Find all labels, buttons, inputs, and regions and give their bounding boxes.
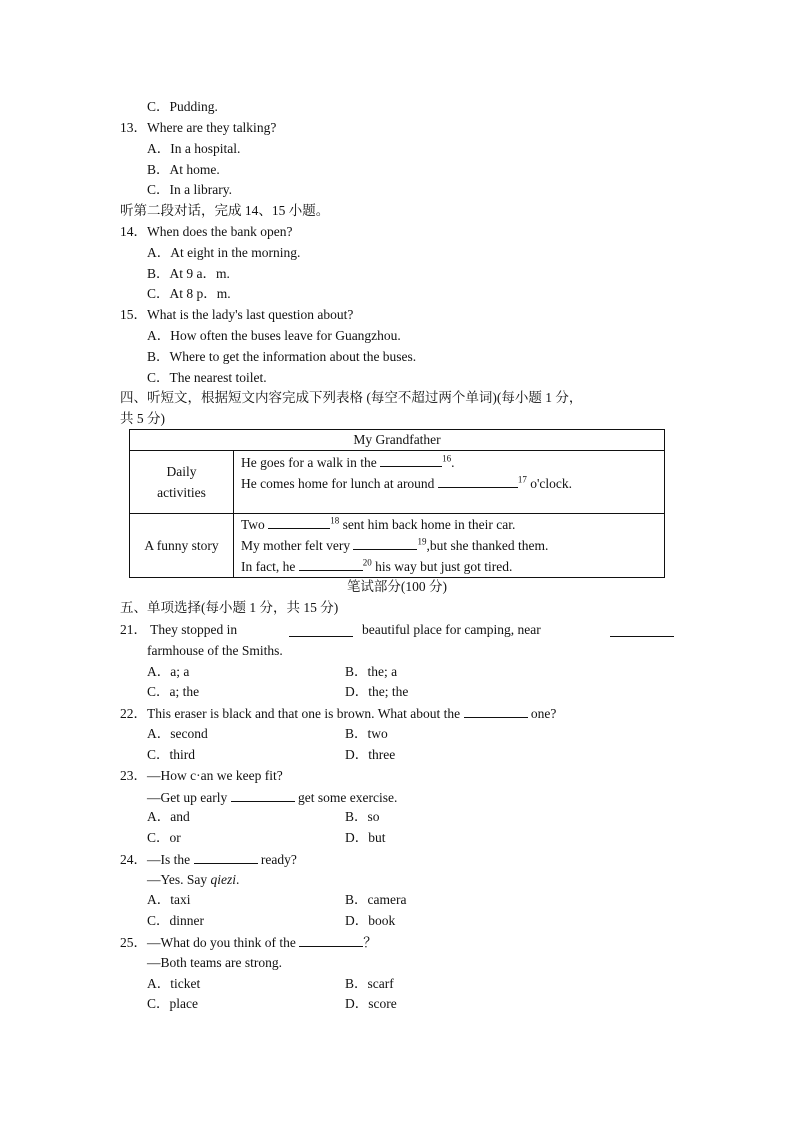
q23-option-b: B．so bbox=[345, 809, 380, 824]
dialog2-instruction: 听第二段对话，完成 14、15 小题。 bbox=[120, 203, 330, 218]
q13-stem: 13．Where are they talking? bbox=[120, 120, 277, 135]
q21-blank-1[interactable] bbox=[289, 624, 353, 637]
q22-stem: 22．This eraser is black and that one is brown. What about the one? bbox=[120, 706, 557, 721]
q14-option-b: B．At 9 a．m. bbox=[147, 266, 230, 281]
q23-stem: 23．—How c·an we keep fit? bbox=[120, 768, 283, 783]
q15-option-b: B．Where to get the information about the buses. bbox=[147, 349, 417, 364]
q15-stem: 15．What is the lady's last question about? bbox=[120, 307, 354, 322]
q15-option-a: A．How often the buses leave for Guangzhou. bbox=[147, 328, 401, 343]
grandfather-table bbox=[129, 429, 665, 578]
q24-stem: 24．—Is the ready? bbox=[120, 852, 297, 867]
q25-line2: —Both teams are strong. bbox=[147, 955, 282, 970]
q15-option-c: C．The nearest toilet. bbox=[147, 370, 267, 385]
answer-blank-18[interactable] bbox=[268, 516, 330, 529]
q25-option-b: B．scarf bbox=[345, 976, 394, 991]
answer-blank-19[interactable] bbox=[353, 537, 417, 550]
q13-option-b: B．At home. bbox=[147, 162, 220, 177]
q25-blank[interactable] bbox=[299, 934, 363, 947]
q25-option-a: A．ticket bbox=[147, 976, 201, 991]
answer-blank-17[interactable] bbox=[438, 475, 518, 488]
blank-line-18: Two $^{18}$ sent him back home in their car. bbox=[241, 515, 516, 532]
q14-stem: 14．When does the bank open? bbox=[120, 224, 293, 239]
q24-blank[interactable] bbox=[194, 851, 258, 864]
q23-line2: —Get up early get some exercise. bbox=[147, 790, 398, 805]
blank-line-16: He goes for a walk in the $^{16}$. bbox=[241, 453, 455, 470]
q21-option-a: A．a; a bbox=[147, 664, 190, 679]
q21-stem-part1: 21． They stopped in bbox=[120, 622, 238, 637]
table-title: My Grandfather bbox=[130, 430, 665, 451]
answer-blank-20[interactable] bbox=[299, 558, 363, 571]
q24-line2: —Yes. Say qiezi. bbox=[147, 872, 240, 887]
q13-option-a: A．In a hospital. bbox=[147, 141, 241, 156]
row-content-daily-activities bbox=[234, 451, 665, 514]
section4-heading-line2: 共 5 分) bbox=[120, 411, 165, 426]
blank-line-17: He comes home for lunch at around $^{17}$ o'clock. bbox=[241, 474, 572, 491]
q23-blank[interactable] bbox=[231, 789, 295, 802]
q25-option-c: C．place bbox=[147, 996, 198, 1011]
q21-option-c: C．a; the bbox=[147, 684, 200, 699]
q22-option-c: C．third bbox=[147, 747, 196, 762]
answer-blank-16[interactable] bbox=[380, 454, 442, 467]
q24-option-c: C．dinner bbox=[147, 913, 204, 928]
row-label-funny-story: A funny story bbox=[130, 514, 234, 578]
row-label-line1: Daily bbox=[166, 464, 197, 479]
q24-option-a: A．taxi bbox=[147, 892, 191, 907]
section4-heading-line1: 四、听短文，根据短文内容完成下列表格 (每空不超过两个单词)(每小题 1 分， bbox=[120, 390, 583, 405]
q25-stem: 25．—What do you think of the ？ bbox=[120, 935, 377, 950]
blank-line-20: In fact, he $^{20}$ his way but just got tired. bbox=[241, 557, 513, 574]
q14-option-a: A．At eight in the morning. bbox=[147, 245, 301, 260]
row-label-daily-activities bbox=[130, 451, 234, 514]
q23-option-c: C．or bbox=[147, 830, 181, 845]
row-content-funny-story bbox=[234, 514, 665, 578]
q22-option-a: A．second bbox=[147, 726, 208, 741]
q24-option-b: B．camera bbox=[345, 892, 407, 907]
q13-option-c: C．In a library. bbox=[147, 182, 232, 197]
q21-option-b: B．the; a bbox=[345, 664, 398, 679]
q21-stem-part2: beautiful place for camping, near bbox=[362, 622, 541, 637]
section5-heading: 五、单项选择(每小题 1 分，共 15 分) bbox=[120, 600, 339, 615]
written-part-heading: 笔试部分(100 分) bbox=[346, 579, 448, 594]
q24-option-d: D．book bbox=[345, 913, 396, 928]
q23-option-d: D．but bbox=[345, 830, 386, 845]
q25-option-d: D．score bbox=[345, 996, 397, 1011]
blank-line-19: My mother felt very $^{19}$,but she thanked them. bbox=[241, 536, 549, 553]
q22-blank[interactable] bbox=[464, 705, 528, 718]
q14-option-c: C．At 8 p．m. bbox=[147, 286, 231, 301]
q22-option-b: B．two bbox=[345, 726, 388, 741]
q21-option-d: D．the; the bbox=[345, 684, 409, 699]
q22-option-d: D．three bbox=[345, 747, 396, 762]
q12-option-c: C．Pudding. bbox=[147, 99, 218, 114]
row-label-line2: activities bbox=[157, 485, 206, 500]
q21-blank-2[interactable] bbox=[610, 624, 674, 637]
q23-option-a: A．and bbox=[147, 809, 190, 824]
q21-stem-part3: farmhouse of the Smiths. bbox=[147, 643, 283, 658]
